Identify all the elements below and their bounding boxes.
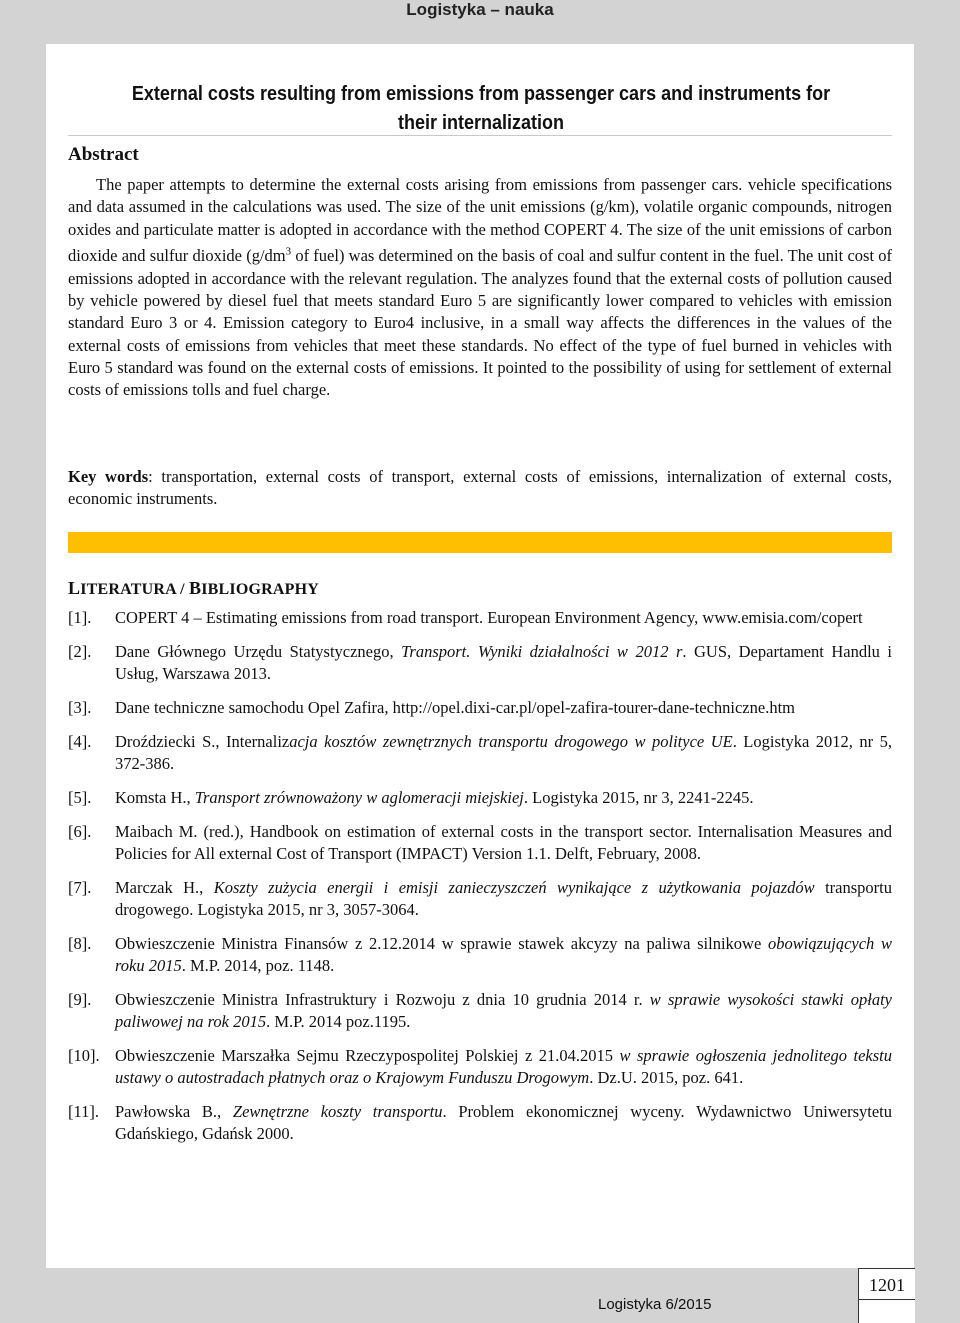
reference-text: Marczak H., Koszty zużycia energii i emisji zanieczyszczeń wynikające z użytkowania pojazdów transportu drogowego. Logistyka 2015, nr 3, 3057-3064. bbox=[115, 877, 892, 919]
reference-item bbox=[68, 641, 892, 686]
reference-text: COPERT 4 – Estimating emissions from road transport. European Environment Agency, www.emisia.com/copert bbox=[115, 608, 863, 627]
reference-number: [3]. bbox=[68, 697, 92, 717]
reference-number: [2]. bbox=[68, 641, 92, 661]
reference-number: [8]. bbox=[68, 933, 92, 953]
abstract-heading: Abstract bbox=[68, 144, 139, 165]
reference-item bbox=[68, 731, 892, 776]
keywords-paragraph bbox=[68, 466, 892, 511]
reference-text: Pawłowska B., Zewnętrzne koszty transportu. Problem ekonomicznej wyceny. Wydawnictwo Uniwersytetu Gdańskiego, Gdańsk 2000. bbox=[115, 1102, 892, 1144]
reference-item bbox=[68, 877, 892, 922]
abstract-text bbox=[68, 174, 892, 401]
footer-journal-issue: Logistyka 6/2015 bbox=[598, 1296, 712, 1313]
reference-title: w sprawie ogłoszenia jednolitego tekstu ustawy o autostradach płatnych oraz o Krajowym Funduszu Drogowym bbox=[115, 1045, 892, 1088]
journal-header-label: Logistyka – nauka bbox=[406, 0, 554, 19]
page-number: 1201 bbox=[869, 1275, 905, 1295]
reference-number: [10]. bbox=[68, 1045, 100, 1065]
page-number-rule bbox=[859, 1299, 915, 1300]
reference-title: w sprawie wysokości stawki opłaty paliwowej na rok 2015 bbox=[115, 989, 893, 1032]
article-title: External costs resulting from emissions from passenger cars and instruments for their internalization bbox=[131, 83, 831, 134]
article-page bbox=[46, 44, 914, 1268]
reference-title: Transport. Wyniki działalności w 2012 r bbox=[401, 641, 683, 661]
reference-item bbox=[68, 989, 892, 1034]
reference-title: acja kosztów zewnętrznych transportu drogowego w polityce UE bbox=[289, 731, 733, 751]
title-divider bbox=[68, 135, 892, 136]
reference-number: [6]. bbox=[68, 821, 92, 841]
keywords-label: Key words bbox=[68, 467, 149, 486]
bib-heading-part-1: ITERATURA / bbox=[80, 581, 190, 598]
reference-text: Droździecki S., Internalizacja kosztów zewnętrznych transportu drogowego w polityce UE. Logistyka 2012, nr 5, 372-386. bbox=[115, 731, 892, 773]
reference-item bbox=[68, 933, 892, 978]
reference-number: [7]. bbox=[68, 877, 92, 897]
journal-header bbox=[0, 0, 960, 26]
reference-text: Komsta H., Transport zrównoważony w aglomeracji miejskiej. Logistyka 2015, nr 3, 2241-2245. bbox=[115, 787, 754, 807]
keywords-text: : transportation, external costs of transport, external costs of emissions, internalization of external costs, economic instruments. bbox=[68, 467, 892, 509]
reference-text: Dane Głównego Urzędu Statystycznego, Transport. Wyniki działalności w 2012 r. GUS, Departament Handlu i Usług, Warszawa 2013. bbox=[115, 641, 893, 684]
reference-item bbox=[68, 1101, 892, 1146]
bib-heading-initial-2: B bbox=[189, 578, 202, 598]
page-number-box bbox=[858, 1268, 915, 1323]
bib-heading-initial-1: L bbox=[68, 578, 81, 598]
reference-item bbox=[68, 607, 892, 629]
reference-title: Transport zrównoważony w aglomeracji miejskiej bbox=[194, 787, 524, 807]
reference-title: Koszty zużycia energii i emisji zanieczyszczeń wynikające z użytkowania pojazdów bbox=[213, 877, 815, 897]
reference-title: Zewnętrzne koszty transportu bbox=[232, 1102, 443, 1122]
reference-item bbox=[68, 1045, 892, 1090]
reference-number: [4]. bbox=[68, 731, 92, 751]
reference-list bbox=[68, 607, 892, 1146]
reference-text: Obwieszczenie Ministra Infrastruktury i Rozwoju z dnia 10 grudnia 2014 r. w sprawie wysokości stawki opłaty paliwowej na rok 2015. M.P. 2014 poz.1195. bbox=[115, 989, 893, 1032]
reference-number: [11]. bbox=[68, 1102, 100, 1122]
abstract-body: The paper attempts to determine the external costs arising from emissions from passenger cars. vehicle specifications and data assumed in the calculations was used. The size of the unit emissions (g/km), volatile organic compounds, nitrogen oxides and particulate matter is adopted in accordance with the method COPERT 4. The size of the unit emissions of carbon dioxide and sulfur dioxide ($g/dm^3$ of fuel) was determined on the basis of coal and sulfur content in the fuel. The unit cost of emissions adopted in accordance with the relevant regulation. The analyzes found that the external costs of pollution caused by vehicle powered by diesel fuel that meets standard Euro 5 are significantly lower compared to vehicles with emission standard Euro 3 or 4. Emission category to Euro4 inclusive, in a small way affects the differences in the values of the external costs of emissions from vehicles that meet these standards. No effect of the type of fuel burned in vehicles with Euro 5 standard was found on the external costs of emissions. It pointed to the possibility of using for settlement of external costs of emissions tolls and fuel charge. bbox=[68, 175, 892, 400]
reference-text: Obwieszczenie Ministra Finansów z 2.12.2014 w sprawie stawek akcyzy na paliwa silnikowe obowiązujących w roku 2015. M.P. 2014, poz. 1148. bbox=[115, 933, 892, 976]
reference-number: [5]. bbox=[68, 787, 92, 807]
bib-heading-part-2: IBLIOGRAPHY bbox=[201, 581, 320, 598]
highlight-bar bbox=[68, 532, 892, 553]
reference-item bbox=[68, 787, 892, 809]
reference-text: Obwieszczenie Marszałka Sejmu Rzeczypospolitej Polskiej z 21.04.2015 w sprawie ogłoszenia jednolitego tekstu ustawy o autostradach płatnych oraz o Krajowym Funduszu Drogowym. Dz.U. 2015, poz. 641. bbox=[115, 1045, 892, 1088]
reference-text: Dane techniczne samochodu Opel Zafira, http://opel.dixi-car.pl/opel-zafira-tourer-dane-techniczne.htm bbox=[115, 697, 795, 717]
reference-text: Maibach M. (red.), Handbook on estimation of external costs in the transport sector. Internalisation Measures and Policies for All external Cost of Transport (IMPACT) Version 1.1. Delft, February, 2008. bbox=[115, 821, 892, 863]
bibliography-heading bbox=[68, 578, 319, 599]
reference-number: [9]. bbox=[68, 989, 92, 1009]
reference-item bbox=[68, 697, 892, 719]
reference-number: [1]. bbox=[68, 608, 92, 627]
reference-item bbox=[68, 821, 892, 866]
reference-title: obowiązujących w roku 2015 bbox=[115, 933, 892, 976]
